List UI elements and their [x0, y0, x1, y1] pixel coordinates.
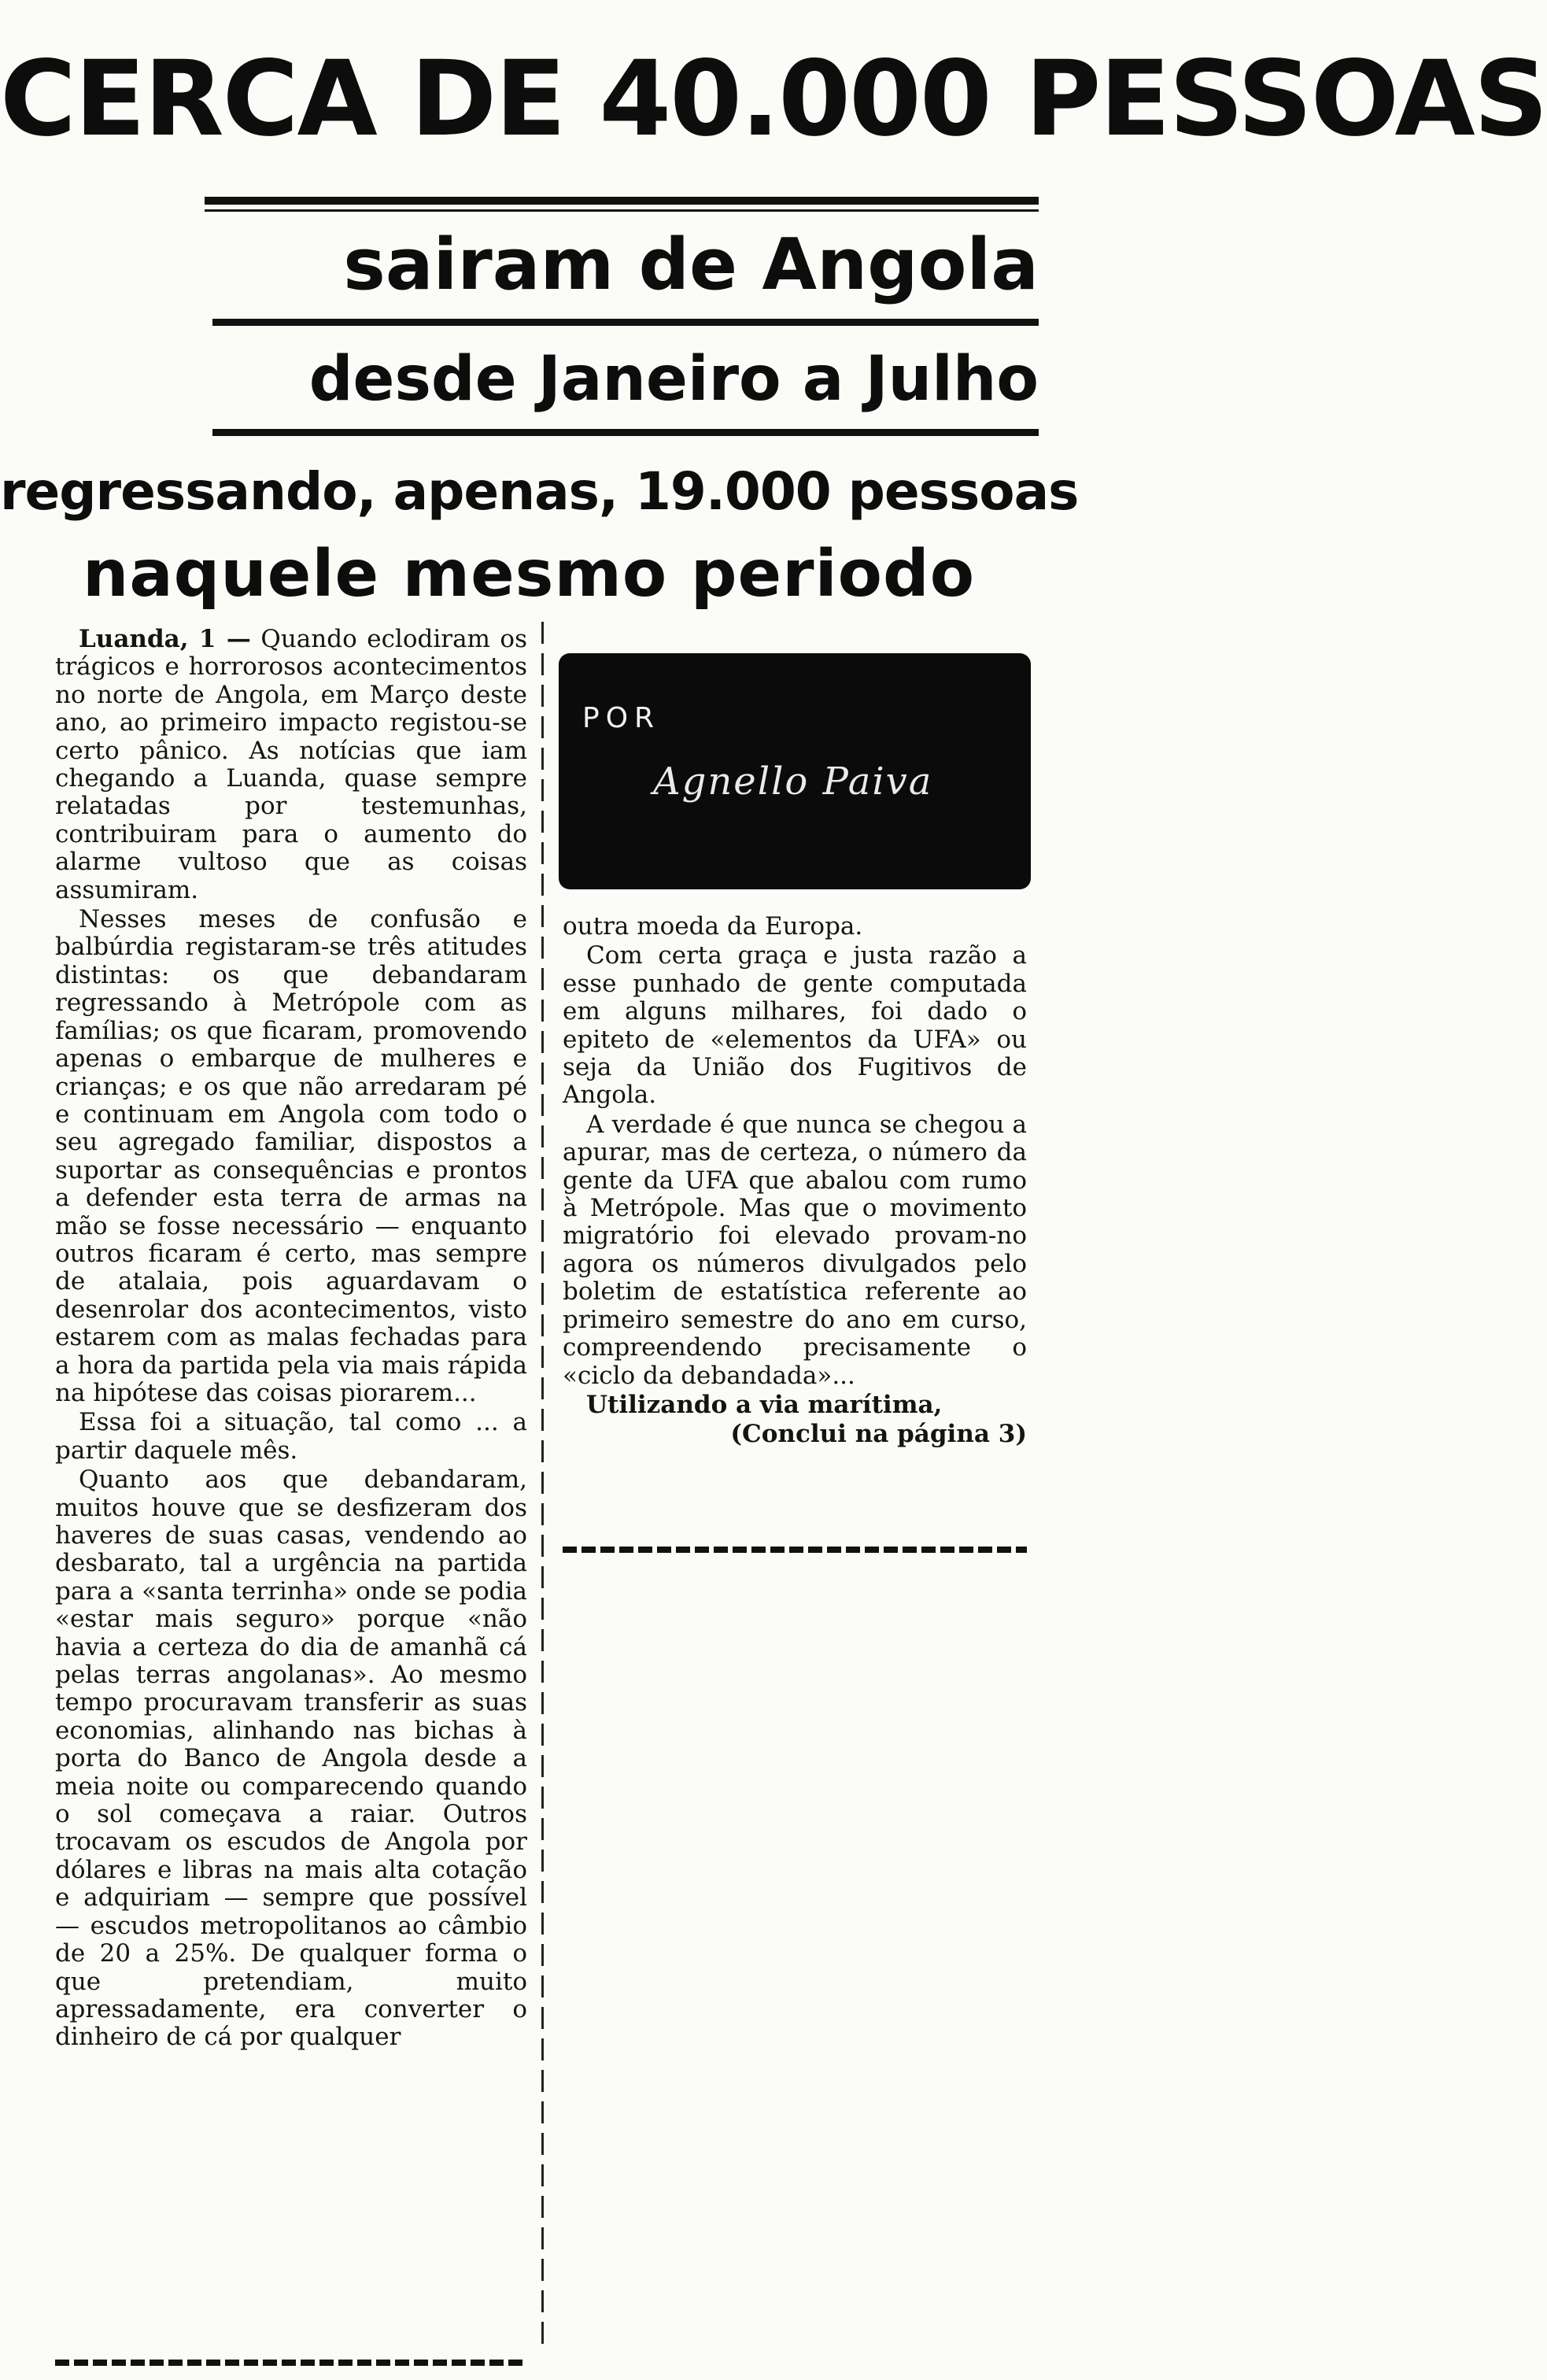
- article-paragraph: Quanto aos que debandaram, muitos houve que se desfizeram dos haveres de suas casas, vendendo ao desbarato, tal a urgência na partida para a «santa terrinha» onde se podia «estar mais seguro» porque «não havia a certeza do dia de amanhã cá pelas terras angolanas». Ao mesmo tempo procuravam transferir as suas economias, alinhando nas bichas à porta do Banco de Angola desde a meia noite ou comparecendo quando o sol começava a raiar. Outros trocavam os escudos de Angola por dólares e libras na mais alta cotação e adquiriam — sempre que possível — escudos metropolitanos ao câmbio de 20 a 25%. De qualquer forma o que pretendiam, muito apressadamente, era converter o dinheiro de cá por qualquer: [55, 1465, 527, 2052]
- column-end-rule: [55, 2360, 527, 2366]
- article-column-left: [55, 626, 527, 2353]
- article-paragraph: Utilizando a via marítima,: [586, 1390, 943, 1419]
- article-paragraph: Nesses meses de confusão e balbúrdia registaram-se três atitudes distintas: os que debandaram regressando à Metrópole com as famílias; os que ficaram, promovendo apenas o embarque de mulheres e crianças; e os que não arredaram pé e continuam em Angola com todo o seu agregado familiar, dispostos a suportar as consequências e prontos a defender esta terra de armas na mão se fosse necessário — enquanto outros ficaram é certo, mas sempre de atalaia, pois aguardavam o desenrolar dos acontecimentos, visto estarem com as malas fechadas para a hora da partida pela via mais rápida na hipótese das coisas piorarem...: [55, 905, 527, 1407]
- byline-box: [559, 653, 1031, 889]
- dateline: Luanda, 1 —: [79, 625, 251, 653]
- headline-deck-2: desde Janeiro a Julho: [308, 344, 1039, 415]
- headline-deck-3: regressando, apenas, 19.000 pessoas: [0, 461, 1079, 522]
- headline-deck-4: naquele mesmo periodo: [82, 537, 976, 612]
- headline-main: CERCA DE 40.000 PESSOAS: [0, 39, 1547, 160]
- article-column-right: [563, 913, 1027, 1511]
- headline-rule-1: [205, 197, 1039, 205]
- byline-prefix: POR: [582, 702, 661, 734]
- paragraph-text: Quando eclodiram os trágicos e horrorosos acontecimentos no norte de Angola, em Março deste ano, ao primeiro impacto registou-se certo pânico. As notícias que iam chegando a Luanda, quase sempre relatadas por testemunhas, contribuiram para o aumento do alarme vultoso que as coisas assumiram.: [55, 625, 528, 904]
- byline-author: Agnello Paiva: [653, 759, 933, 804]
- continued-note: (Conclui na página 3): [730, 1420, 1027, 1449]
- article-paragraph: [55, 626, 527, 904]
- headline-rule-2: [212, 319, 1039, 326]
- column-end-rule: [563, 1547, 1027, 1553]
- headline-rule-1b: [205, 209, 1039, 212]
- headline-rule-3: [212, 429, 1039, 436]
- article-paragraph: Essa foi a situação, tal como ... a partir daquele mês.: [55, 1408, 527, 1465]
- headline-deck-1: sairam de Angola: [343, 224, 1039, 306]
- article-paragraph: A verdade é que nunca se chegou a apurar, mas de certeza, o número da gente da UFA que abalou com rumo à Metrópole. Mas que o movimento migratório foi elevado provam-no agora os números divulgados pelo boletim de estatística referente ao primeiro semestre do ano em curso, compreendendo precisamente o «ciclo da debandada»...: [563, 1110, 1027, 1390]
- article-paragraph: Com certa graça e justa razão a esse punhado de gente computada em alguns milhares, foi dado o epiteto de «elementos da UFA» ou seja da União dos Fugitivos de Angola.: [563, 941, 1027, 1110]
- article-paragraph: outra moeda da Europa.: [563, 912, 863, 941]
- column-divider: [541, 622, 544, 2349]
